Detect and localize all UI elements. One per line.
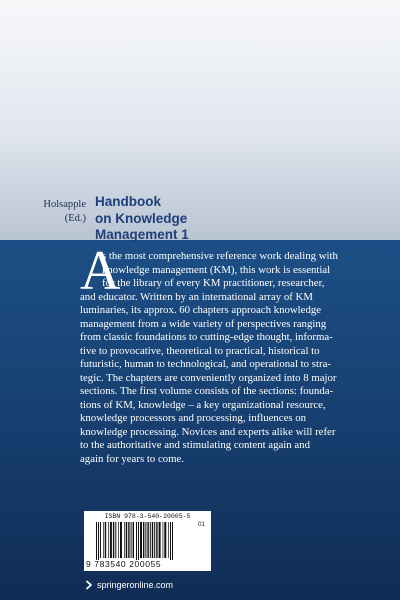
editor-credit xyxy=(0,198,86,225)
blurb-line: and educator. Written by an international array of KM xyxy=(80,290,313,303)
blurb-line: knowledge processing. Novices and experts alike will refer xyxy=(80,425,336,438)
barcode-bar xyxy=(96,522,97,560)
barcode-addon: 01 xyxy=(198,522,205,528)
blurb-line: futuristic, human to technological, and operational to stra- xyxy=(80,358,331,370)
barcode-bar xyxy=(115,522,116,558)
barcode-bar xyxy=(98,522,99,560)
barcode-bar xyxy=(100,522,101,558)
barcode-bar xyxy=(170,522,171,560)
barcode-bar xyxy=(163,522,164,558)
barcode-bar xyxy=(113,522,114,558)
barcode-label xyxy=(84,511,211,571)
barcode-digits: 9 783540 200055 xyxy=(86,559,162,569)
barcode-bar xyxy=(164,522,166,558)
title-line-1: Handbook xyxy=(95,194,161,209)
barcode-bar xyxy=(103,522,104,558)
drop-cap: A xyxy=(80,240,121,302)
publisher-url[interactable]: springeronline.com xyxy=(97,580,174,590)
title-line-2: on Knowledge xyxy=(95,210,188,226)
barcode-bar xyxy=(124,522,125,558)
blurb-line: from classic foundations to cutting-edge thought, informa- xyxy=(80,331,333,343)
barcode-bar xyxy=(152,522,153,558)
barcode-bars xyxy=(96,522,192,560)
barcode-bar xyxy=(140,522,142,558)
barcode-bar xyxy=(147,522,148,558)
barcode-bar xyxy=(118,522,119,558)
blurb-line: luminaries, its approx. 60 chapters approach knowledge xyxy=(80,304,322,316)
barcode-bar xyxy=(168,522,169,558)
barcode-bar xyxy=(110,522,112,558)
barcode-bar xyxy=(108,522,109,558)
title-line-3: Management 1 xyxy=(95,227,189,242)
barcode-bar xyxy=(120,522,122,558)
barcode-bar xyxy=(131,522,132,558)
publisher-link[interactable] xyxy=(84,578,173,592)
barcode-bar xyxy=(172,522,173,560)
barcode-bar xyxy=(105,522,107,558)
chevron-right-icon xyxy=(84,580,94,590)
barcode-bar xyxy=(150,522,151,558)
barcode-bar xyxy=(156,522,157,558)
barcode-bar xyxy=(136,522,137,560)
blurb-line: tegic. The chapters are conveniently organized into 8 major xyxy=(80,371,337,384)
blurb-line: knowledge management (KM), this work is essential xyxy=(102,263,331,276)
barcode-bar xyxy=(143,522,144,558)
barcode-bar xyxy=(126,522,128,558)
editor-name: Holsapple xyxy=(43,199,86,210)
isbn-text: ISBN 978-3-540-20005-5 xyxy=(104,513,191,520)
editor-role: (Ed.) xyxy=(64,212,86,224)
blurb-line: sections. The first volume consists of the sections: founda- xyxy=(80,385,334,397)
blurb-line: for the library of every KM practitioner, researcher, xyxy=(102,277,325,289)
blurb-line: to the authoritative and stimulating content again and xyxy=(80,439,310,451)
description-blurb xyxy=(80,250,395,466)
barcode-bar xyxy=(145,522,146,558)
barcode-bar xyxy=(128,522,129,558)
blurb-line: knowledge processors and processing, influences on xyxy=(80,412,307,424)
blurb-line: management from a wide variety of perspectives ranging xyxy=(80,317,327,330)
barcode-bar xyxy=(133,522,134,558)
blurb-line: s the most comprehensive reference work dealing with xyxy=(102,250,338,262)
blurb-line: again for years to come. xyxy=(80,452,185,465)
blurb-line: tions of KM, knowledge – a key organizational resource, xyxy=(80,398,326,411)
blurb-line: tive to provocative, theoretical to practical, historical to xyxy=(80,344,320,357)
barcode-bar xyxy=(159,522,161,558)
barcode-bar xyxy=(154,522,155,558)
book-title xyxy=(95,194,189,244)
barcode-bar xyxy=(138,522,139,560)
